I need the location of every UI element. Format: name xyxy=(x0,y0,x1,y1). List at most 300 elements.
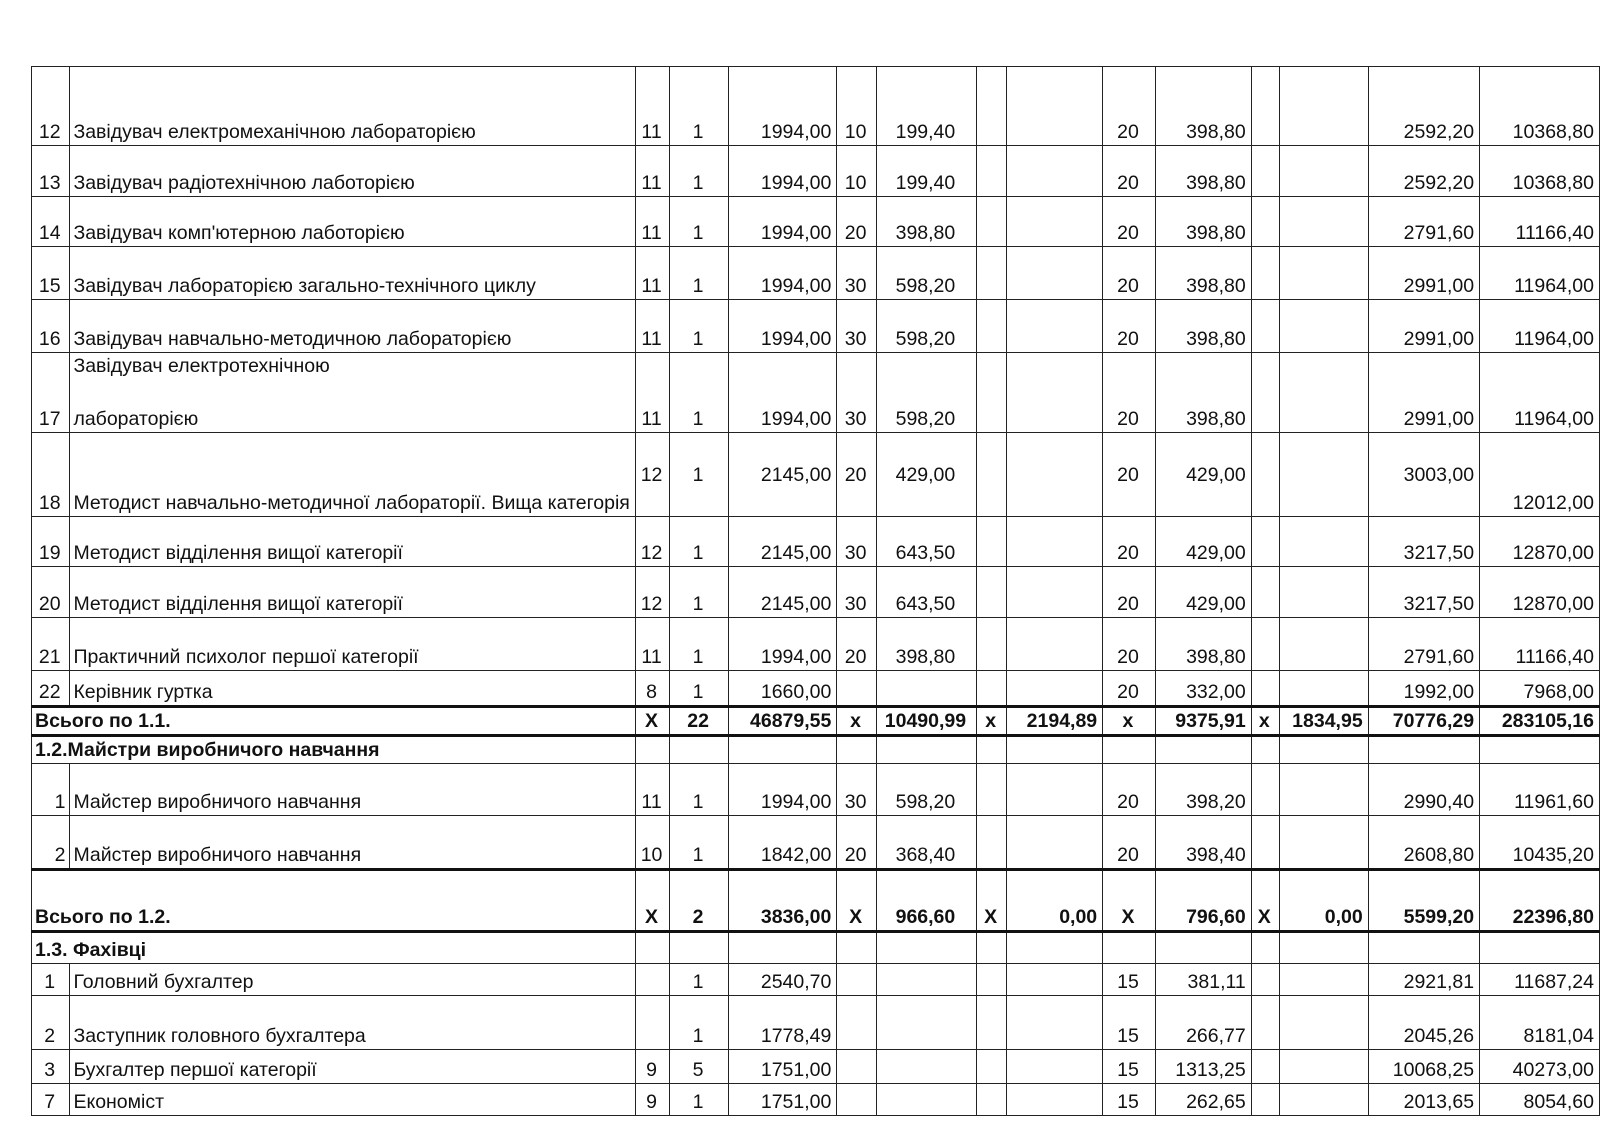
row-number-cell: 14 xyxy=(32,197,70,247)
empty-cell xyxy=(1103,932,1156,964)
table-row xyxy=(32,1050,1600,1084)
value-cell-col12: 2608,80 xyxy=(1368,816,1479,870)
value-cell-col9: 398,80 xyxy=(1155,353,1251,433)
value-cell-col1: 12 xyxy=(635,567,669,618)
empty-cell xyxy=(1155,932,1251,964)
position-name-cell xyxy=(70,433,635,517)
value-cell-col4: 10 xyxy=(837,146,876,197)
row-number-cell: 7 xyxy=(32,1084,70,1116)
position-name-cell xyxy=(70,300,635,353)
value-cell-col7 xyxy=(1007,764,1103,816)
position-name: Завідувач лабораторією загально-технічного циклу xyxy=(73,275,536,297)
total-cell-col9: 9375,91 xyxy=(1155,707,1251,736)
value-cell-col9: 1313,25 xyxy=(1155,1050,1251,1084)
value-cell-col2: 1 xyxy=(670,567,729,618)
empty-cell xyxy=(1103,736,1156,764)
position-name: Завідувач електротехнічною xyxy=(73,355,330,377)
value-cell-col11 xyxy=(1279,618,1368,671)
value-cell-col5: 368,40 xyxy=(876,816,976,870)
value-cell-col13: 11961,60 xyxy=(1480,764,1600,816)
table-row xyxy=(32,300,1600,353)
value-cell-col8: 20 xyxy=(1103,353,1156,433)
empty-cell xyxy=(1480,736,1600,764)
value-cell-col9: 398,20 xyxy=(1155,764,1251,816)
value-cell-col11 xyxy=(1279,1050,1368,1084)
value-cell-col11 xyxy=(1279,764,1368,816)
total-row xyxy=(32,707,1600,736)
value-cell-col6 xyxy=(977,247,1007,300)
section-title: 1.3. Фахівці xyxy=(32,932,636,964)
value-cell-col9: 398,80 xyxy=(1155,247,1251,300)
position-name: Практичний психолог першої категорії xyxy=(73,646,419,668)
value-cell-col12: 2791,60 xyxy=(1368,197,1479,247)
value-cell-col11 xyxy=(1279,247,1368,300)
total-cell-col9: 796,60 xyxy=(1155,870,1251,932)
total-cell-col8: Х xyxy=(1103,870,1156,932)
section-header-row xyxy=(32,736,1600,764)
row-number-cell: 19 xyxy=(32,517,70,567)
value-cell-col10 xyxy=(1251,353,1279,433)
position-name-cell xyxy=(70,146,635,197)
value-cell-col3: 1994,00 xyxy=(728,146,836,197)
value-cell-col2: 1 xyxy=(670,300,729,353)
table-row xyxy=(32,146,1600,197)
value-cell-col11 xyxy=(1279,353,1368,433)
value-cell-col7 xyxy=(1007,197,1103,247)
value-cell-col1: 9 xyxy=(635,1050,669,1084)
total-cell-col4: Х xyxy=(837,870,876,932)
value-cell-col8: 20 xyxy=(1103,67,1156,146)
value-cell-col12: 2045,26 xyxy=(1368,996,1479,1050)
value-cell-col12: 10068,25 xyxy=(1368,1050,1479,1084)
value-cell-col2: 1 xyxy=(670,353,729,433)
value-cell-col13: 11166,40 xyxy=(1480,618,1600,671)
position-name-cell xyxy=(70,996,635,1050)
position-name-cell xyxy=(70,517,635,567)
value-cell-col1: 8 xyxy=(635,671,669,707)
value-cell-col11 xyxy=(1279,996,1368,1050)
row-number-cell: 3 xyxy=(32,1050,70,1084)
value-cell-col6 xyxy=(977,1050,1007,1084)
value-cell-col4: 30 xyxy=(837,764,876,816)
row-number-cell: 21 xyxy=(32,618,70,671)
total-cell-col10: Х xyxy=(1251,870,1279,932)
value-cell-col13: 12012,00 xyxy=(1480,433,1600,517)
empty-cell xyxy=(1480,932,1600,964)
value-cell-col7 xyxy=(1007,618,1103,671)
position-name-cell xyxy=(70,618,635,671)
value-cell-col3: 1778,49 xyxy=(728,996,836,1050)
total-cell-col12: 5599,20 xyxy=(1368,870,1479,932)
value-cell-col6 xyxy=(977,353,1007,433)
value-cell-col10 xyxy=(1251,197,1279,247)
table-row xyxy=(32,764,1600,816)
value-cell-col4: 20 xyxy=(837,433,876,517)
row-number-cell: 16 xyxy=(32,300,70,353)
value-cell-col12: 2990,40 xyxy=(1368,764,1479,816)
total-cell-col2: 22 xyxy=(670,707,729,736)
value-cell-col12: 3217,50 xyxy=(1368,517,1479,567)
value-cell-col4 xyxy=(837,1084,876,1116)
total-cell-col5: 966,60 xyxy=(876,870,976,932)
value-cell-col5 xyxy=(876,1084,976,1116)
value-cell-col9: 398,40 xyxy=(1155,816,1251,870)
value-cell-col1: 11 xyxy=(635,67,669,146)
value-cell-col12: 2592,20 xyxy=(1368,67,1479,146)
value-cell-col5 xyxy=(876,671,976,707)
value-cell-col2: 1 xyxy=(670,671,729,707)
value-cell-col11 xyxy=(1279,671,1368,707)
value-cell-col10 xyxy=(1251,816,1279,870)
value-cell-col10 xyxy=(1251,618,1279,671)
value-cell-col6 xyxy=(977,618,1007,671)
value-cell-col1: 11 xyxy=(635,353,669,433)
table-row xyxy=(32,567,1600,618)
value-cell-col6 xyxy=(977,567,1007,618)
value-cell-col3: 2145,00 xyxy=(728,433,836,517)
position-name: Економіст xyxy=(73,1091,165,1113)
total-cell-col10: х xyxy=(1251,707,1279,736)
position-name-cell xyxy=(70,247,635,300)
value-cell-col11 xyxy=(1279,197,1368,247)
empty-cell xyxy=(728,932,836,964)
empty-cell xyxy=(1251,736,1279,764)
value-cell-col1: 11 xyxy=(635,618,669,671)
value-cell-col3: 1751,00 xyxy=(728,1050,836,1084)
value-cell-col9: 429,00 xyxy=(1155,433,1251,517)
value-cell-col6 xyxy=(977,433,1007,517)
value-cell-col7 xyxy=(1007,146,1103,197)
table-row xyxy=(32,67,1600,146)
value-cell-col3: 1994,00 xyxy=(728,618,836,671)
row-number-cell: 13 xyxy=(32,146,70,197)
position-name-cell xyxy=(70,353,635,433)
value-cell-col3: 1994,00 xyxy=(728,353,836,433)
value-cell-col7 xyxy=(1007,964,1103,996)
value-cell-col8: 20 xyxy=(1103,300,1156,353)
value-cell-col11 xyxy=(1279,146,1368,197)
value-cell-col13: 11964,00 xyxy=(1480,247,1600,300)
empty-cell xyxy=(1007,932,1103,964)
value-cell-col9: 398,80 xyxy=(1155,146,1251,197)
position-name-cell xyxy=(70,567,635,618)
value-cell-col4: 30 xyxy=(837,567,876,618)
position-name: Головний бухгалтер xyxy=(73,971,254,993)
value-cell-col7 xyxy=(1007,67,1103,146)
position-name-cell xyxy=(70,1050,635,1084)
value-cell-col6 xyxy=(977,300,1007,353)
empty-cell xyxy=(1279,736,1368,764)
value-cell-col8: 15 xyxy=(1103,1084,1156,1116)
value-cell-col6 xyxy=(977,996,1007,1050)
empty-cell xyxy=(635,736,669,764)
position-name: Майстер виробничого навчання xyxy=(73,791,362,813)
position-name-cell xyxy=(70,671,635,707)
value-cell-col11 xyxy=(1279,964,1368,996)
value-cell-col7 xyxy=(1007,300,1103,353)
value-cell-col3: 1994,00 xyxy=(728,300,836,353)
value-cell-col2: 1 xyxy=(670,964,729,996)
value-cell-col11 xyxy=(1279,517,1368,567)
row-number-cell: 22 xyxy=(32,671,70,707)
value-cell-col8: 20 xyxy=(1103,816,1156,870)
empty-cell xyxy=(1368,736,1479,764)
value-cell-col9: 429,00 xyxy=(1155,517,1251,567)
section-header-row xyxy=(32,932,1600,964)
empty-cell xyxy=(1155,736,1251,764)
value-cell-col8: 20 xyxy=(1103,618,1156,671)
value-cell-col8: 20 xyxy=(1103,567,1156,618)
total-cell-col3: 46879,55 xyxy=(728,707,836,736)
value-cell-col2: 1 xyxy=(670,996,729,1050)
row-number-cell: 17 xyxy=(32,353,70,433)
value-cell-col11 xyxy=(1279,816,1368,870)
position-name-cell xyxy=(70,764,635,816)
value-cell-col12: 3003,00 xyxy=(1368,433,1479,517)
value-cell-col10 xyxy=(1251,964,1279,996)
value-cell-col2: 1 xyxy=(670,618,729,671)
value-cell-col12: 1992,00 xyxy=(1368,671,1479,707)
value-cell-col9: 429,00 xyxy=(1155,567,1251,618)
table-row xyxy=(32,517,1600,567)
total-cell-col11: 1834,95 xyxy=(1279,707,1368,736)
empty-cell xyxy=(837,932,876,964)
value-cell-col8: 20 xyxy=(1103,433,1156,517)
value-cell-col7 xyxy=(1007,816,1103,870)
value-cell-col13: 8054,60 xyxy=(1480,1084,1600,1116)
position-name: Заступник головного бухгалтера xyxy=(73,1025,366,1047)
position-name-cell xyxy=(70,1084,635,1116)
position-name-cell xyxy=(70,964,635,996)
value-cell-col6 xyxy=(977,197,1007,247)
value-cell-col6 xyxy=(977,146,1007,197)
value-cell-col5 xyxy=(876,1050,976,1084)
value-cell-col10 xyxy=(1251,146,1279,197)
row-number-cell: 15 xyxy=(32,247,70,300)
table-row xyxy=(32,1084,1600,1116)
total-cell-col8: х xyxy=(1103,707,1156,736)
value-cell-col1: 11 xyxy=(635,247,669,300)
value-cell-col4: 30 xyxy=(837,517,876,567)
value-cell-col7 xyxy=(1007,433,1103,517)
value-cell-col3: 1994,00 xyxy=(728,67,836,146)
value-cell-col10 xyxy=(1251,1084,1279,1116)
value-cell-col5: 398,80 xyxy=(876,618,976,671)
value-cell-col6 xyxy=(977,1084,1007,1116)
total-cell-col13: 283105,16 xyxy=(1480,707,1600,736)
table-row xyxy=(32,996,1600,1050)
value-cell-col7 xyxy=(1007,996,1103,1050)
value-cell-col5 xyxy=(876,996,976,1050)
empty-cell xyxy=(1279,932,1368,964)
table-row xyxy=(32,433,1600,517)
position-name-cell xyxy=(70,816,635,870)
value-cell-col12: 3217,50 xyxy=(1368,567,1479,618)
value-cell-col4: 10 xyxy=(837,67,876,146)
empty-cell xyxy=(876,736,976,764)
value-cell-col5 xyxy=(876,964,976,996)
table-row xyxy=(32,247,1600,300)
total-cell-col12: 70776,29 xyxy=(1368,707,1479,736)
empty-cell xyxy=(1007,736,1103,764)
value-cell-col12: 2991,00 xyxy=(1368,247,1479,300)
value-cell-col10 xyxy=(1251,1050,1279,1084)
total-label: Всього по 1.2. xyxy=(32,870,636,932)
value-cell-col4: 30 xyxy=(837,247,876,300)
value-cell-col13: 7968,00 xyxy=(1480,671,1600,707)
value-cell-col5: 598,20 xyxy=(876,353,976,433)
position-name: Завідувач комп'ютерною лаботорією xyxy=(73,222,405,244)
value-cell-col1: 12 xyxy=(635,517,669,567)
value-cell-col1: 9 xyxy=(635,1084,669,1116)
total-cell-col1: Х xyxy=(635,707,669,736)
value-cell-col2: 1 xyxy=(670,247,729,300)
position-name-cell xyxy=(70,197,635,247)
value-cell-col9: 332,00 xyxy=(1155,671,1251,707)
value-cell-col3: 2145,00 xyxy=(728,517,836,567)
empty-cell xyxy=(728,736,836,764)
total-cell-col7: 0,00 xyxy=(1007,870,1103,932)
value-cell-col13: 12870,00 xyxy=(1480,517,1600,567)
value-cell-col13: 11964,00 xyxy=(1480,300,1600,353)
value-cell-col10 xyxy=(1251,996,1279,1050)
total-cell-col5: 10490,99 xyxy=(876,707,976,736)
position-name-cell xyxy=(70,67,635,146)
empty-cell xyxy=(837,736,876,764)
total-cell-col7: 2194,89 xyxy=(1007,707,1103,736)
row-number-cell: 12 xyxy=(32,67,70,146)
value-cell-col7 xyxy=(1007,247,1103,300)
value-cell-col13: 10368,80 xyxy=(1480,67,1600,146)
position-name: Завідувач електромеханічною лабораторією xyxy=(73,121,476,143)
value-cell-col3: 1994,00 xyxy=(728,764,836,816)
value-cell-col6 xyxy=(977,671,1007,707)
empty-cell xyxy=(977,932,1007,964)
total-cell-col11: 0,00 xyxy=(1279,870,1368,932)
total-cell-col6: х xyxy=(977,707,1007,736)
value-cell-col13: 10368,80 xyxy=(1480,146,1600,197)
value-cell-col5: 398,80 xyxy=(876,197,976,247)
position-name: Майстер виробничого навчання xyxy=(73,844,362,866)
table-row xyxy=(32,671,1600,707)
table-row xyxy=(32,197,1600,247)
value-cell-col6 xyxy=(977,964,1007,996)
value-cell-col8: 20 xyxy=(1103,671,1156,707)
row-number-cell: 20 xyxy=(32,567,70,618)
value-cell-col10 xyxy=(1251,567,1279,618)
table-row xyxy=(32,618,1600,671)
row-number-cell: 1 xyxy=(32,764,70,816)
value-cell-col3: 1751,00 xyxy=(728,1084,836,1116)
value-cell-col4: 20 xyxy=(837,618,876,671)
position-name: Завідувач навчально-методичною лабораторією xyxy=(73,328,512,350)
value-cell-col12: 2921,81 xyxy=(1368,964,1479,996)
value-cell-col8: 15 xyxy=(1103,964,1156,996)
value-cell-col10 xyxy=(1251,300,1279,353)
value-cell-col7 xyxy=(1007,1084,1103,1116)
total-cell-col13: 22396,80 xyxy=(1480,870,1600,932)
total-cell-col3: 3836,00 xyxy=(728,870,836,932)
value-cell-col2: 1 xyxy=(670,1084,729,1116)
empty-cell xyxy=(670,932,729,964)
value-cell-col3: 1994,00 xyxy=(728,247,836,300)
value-cell-col9: 381,11 xyxy=(1155,964,1251,996)
value-cell-col8: 20 xyxy=(1103,517,1156,567)
value-cell-col5: 598,20 xyxy=(876,300,976,353)
value-cell-col5: 643,50 xyxy=(876,517,976,567)
position-name: Бухгалтер першої категорії xyxy=(73,1059,317,1081)
value-cell-col13: 10435,20 xyxy=(1480,816,1600,870)
value-cell-col7 xyxy=(1007,1050,1103,1084)
value-cell-col3: 1842,00 xyxy=(728,816,836,870)
position-name: Керівник гуртка xyxy=(73,681,213,703)
value-cell-col1: 11 xyxy=(635,146,669,197)
empty-cell xyxy=(876,932,976,964)
value-cell-col2: 1 xyxy=(670,67,729,146)
value-cell-col6 xyxy=(977,67,1007,146)
value-cell-col11 xyxy=(1279,567,1368,618)
value-cell-col1 xyxy=(635,996,669,1050)
value-cell-col2: 1 xyxy=(670,816,729,870)
value-cell-col1: 11 xyxy=(635,300,669,353)
empty-cell xyxy=(635,932,669,964)
value-cell-col11 xyxy=(1279,1084,1368,1116)
total-cell-col4: х xyxy=(837,707,876,736)
value-cell-col9: 398,80 xyxy=(1155,618,1251,671)
position-name: Методист навчально-методичної лабораторії. Вища категорія xyxy=(73,492,630,514)
value-cell-col12: 2791,60 xyxy=(1368,618,1479,671)
value-cell-col9: 398,80 xyxy=(1155,300,1251,353)
value-cell-col3: 2540,70 xyxy=(728,964,836,996)
value-cell-col3: 1994,00 xyxy=(728,197,836,247)
value-cell-col6 xyxy=(977,764,1007,816)
value-cell-col12: 2991,00 xyxy=(1368,300,1479,353)
value-cell-col5: 643,50 xyxy=(876,567,976,618)
value-cell-col7 xyxy=(1007,517,1103,567)
value-cell-col1: 11 xyxy=(635,197,669,247)
value-cell-col10 xyxy=(1251,517,1279,567)
value-cell-col13: 11964,00 xyxy=(1480,353,1600,433)
empty-cell xyxy=(977,736,1007,764)
value-cell-col9: 262,65 xyxy=(1155,1084,1251,1116)
empty-cell xyxy=(670,736,729,764)
value-cell-col2: 1 xyxy=(670,433,729,517)
value-cell-col4: 30 xyxy=(837,353,876,433)
value-cell-col12: 2592,20 xyxy=(1368,146,1479,197)
value-cell-col1: 12 xyxy=(635,433,669,517)
value-cell-col12: 2013,65 xyxy=(1368,1084,1479,1116)
value-cell-col4: 30 xyxy=(837,300,876,353)
value-cell-col6 xyxy=(977,517,1007,567)
value-cell-col6 xyxy=(977,816,1007,870)
value-cell-col12: 2991,00 xyxy=(1368,353,1479,433)
value-cell-col1: 10 xyxy=(635,816,669,870)
value-cell-col10 xyxy=(1251,671,1279,707)
empty-cell xyxy=(1251,932,1279,964)
total-cell-col2: 2 xyxy=(670,870,729,932)
value-cell-col2: 1 xyxy=(670,517,729,567)
value-cell-col13: 40273,00 xyxy=(1480,1050,1600,1084)
value-cell-col7 xyxy=(1007,353,1103,433)
value-cell-col9: 266,77 xyxy=(1155,996,1251,1050)
value-cell-col4 xyxy=(837,671,876,707)
value-cell-col8: 20 xyxy=(1103,247,1156,300)
value-cell-col2: 1 xyxy=(670,764,729,816)
value-cell-col5: 429,00 xyxy=(876,433,976,517)
value-cell-col1: 11 xyxy=(635,764,669,816)
value-cell-col10 xyxy=(1251,67,1279,146)
value-cell-col8: 15 xyxy=(1103,1050,1156,1084)
